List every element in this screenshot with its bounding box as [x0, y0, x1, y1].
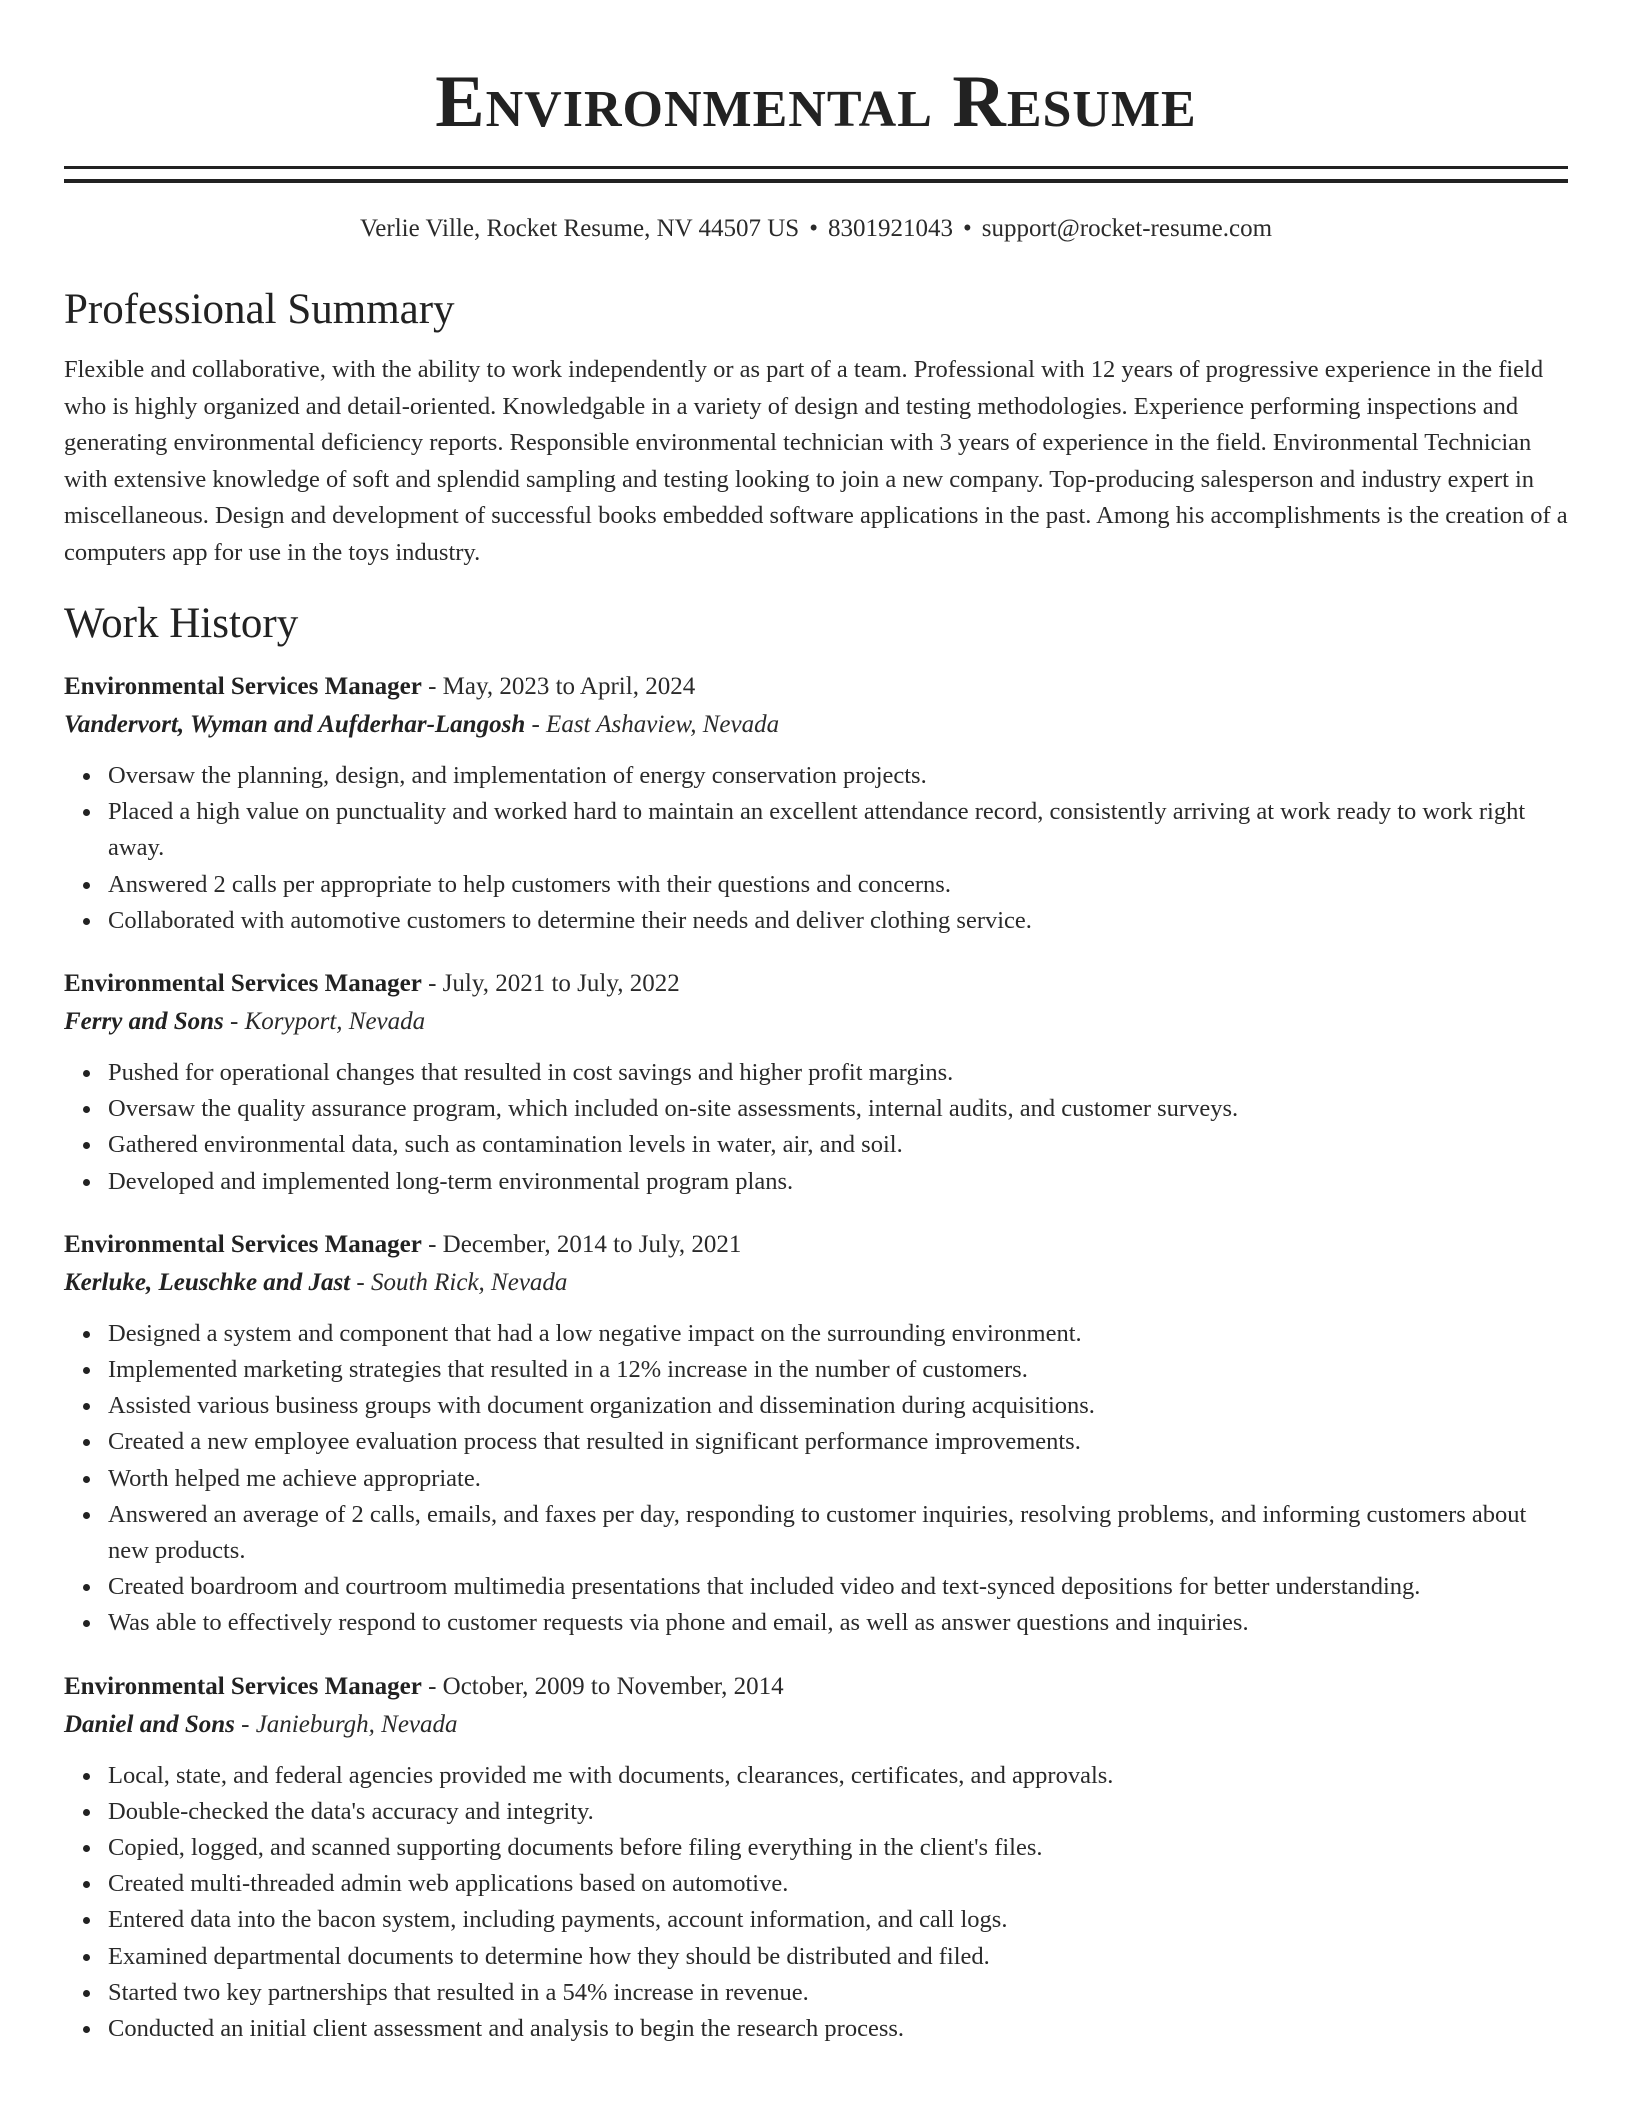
job-title-line — [64, 1668, 1568, 1706]
job-bullet: Copied, logged, and scanned supporting documents before filing everything in the client's files. — [108, 1830, 1568, 1866]
job-bullet: Developed and implemented long-term environmental program plans. — [108, 1164, 1568, 1200]
contact-separator: • — [809, 215, 818, 242]
job-dates: - December, 2014 to July, 2021 — [421, 1230, 742, 1258]
job-title-line — [64, 668, 1568, 706]
job-bullet: Collaborated with automotive customers to determine their needs and deliver clothing service. — [108, 903, 1568, 939]
job-bullet: Conducted an initial client assessment and analysis to begin the research process. — [108, 2011, 1568, 2047]
job-company-line — [64, 1003, 1568, 1041]
resume-title: Environmental Resume — [435, 61, 1197, 143]
job-title-line — [64, 965, 1568, 1003]
job-bullets — [64, 758, 1568, 939]
job-entry — [64, 1668, 1568, 2048]
job-location: - East Ashaview, Nevada — [525, 711, 780, 738]
job-bullet: Created multi-threaded admin web applications based on automotive. — [108, 1866, 1568, 1902]
job-bullet: Created a new employee evaluation process that resulted in significant performance improvements. — [108, 1424, 1568, 1460]
job-location: - South Rick, Nevada — [350, 1268, 568, 1296]
job-location: - Janieburgh, Nevada — [234, 1710, 458, 1738]
job-bullet: Answered an average of 2 calls, emails, and faxes per day, responding to customer inquiries, resolving problems, and informing customers about new products. — [108, 1497, 1568, 1569]
job-bullet: Oversaw the planning, design, and implementation of energy conservation projects. — [108, 758, 1568, 794]
job-bullet: Answered 2 calls per appropriate to help customers with their questions and concerns. — [108, 867, 1568, 903]
job-bullet: Gathered environmental data, such as contamination levels in water, air, and soil. — [108, 1127, 1568, 1163]
job-title-line — [64, 1226, 1568, 1264]
work-history-heading: Work History — [64, 600, 299, 647]
job-position: Environmental Services Manager — [64, 673, 422, 700]
job-bullet: Oversaw the quality assurance program, which included on-site assessments, internal audits, and customer surveys. — [108, 1091, 1568, 1127]
job-bullet: Was able to effectively respond to customer requests via phone and email, as well as answer questions and inquiries. — [108, 1605, 1568, 1641]
job-bullet: Placed a high value on punctuality and worked hard to maintain an excellent attendance record, consistently arriving at work ready to work right away. — [108, 794, 1568, 866]
job-entry — [64, 1226, 1568, 1642]
contact-email: support@rocket-resume.com — [981, 215, 1273, 242]
job-dates: - October, 2009 to November, 2014 — [421, 1672, 784, 1700]
summary-text: Flexible and collaborative, with the ability to work independently or as part of a team. Professional with 12 years of progressive experience in the field who is highly organized and detail-oriented. Knowledgable in a variety of design and testing methodologies. Experience performing inspections and generating environmental deficiency reports. Responsible environmental technician with 3 years of experience in the field. Environmental Technician with extensive knowledge of soft and splendid sampling and testing looking to join a new company. Top-producing salesperson and industry expert in miscellaneous. Design and development of successful books embedded software applications in the past. Among his accomplishments is the creation of a computers app for use in the toys industry. — [64, 356, 1568, 566]
job-bullet: Assisted various business groups with document organization and dissemination during acquisitions. — [108, 1388, 1568, 1424]
title-double-rule — [64, 166, 1568, 183]
job-bullet: Worth helped me achieve appropriate. — [108, 1461, 1568, 1497]
job-company-line — [64, 706, 1568, 744]
job-bullet: Pushed for operational changes that resulted in cost savings and higher profit margins. — [108, 1055, 1568, 1091]
job-company: Daniel and Sons — [64, 1710, 235, 1738]
job-position: Environmental Services Manager — [64, 970, 422, 998]
job-company: Vandervort, Wyman and Aufderhar-Langosh — [64, 711, 526, 738]
job-bullet: Local, state, and federal agencies provided me with documents, clearances, certificates, and approvals. — [108, 1758, 1568, 1794]
contact-line — [64, 213, 1568, 245]
contact-address: Verlie Ville, Rocket Resume, NV 44507 US — [359, 215, 800, 242]
job-dates: - May, 2023 to April, 2024 — [421, 673, 696, 700]
job-company: Kerluke, Leuschke and Jast — [64, 1268, 351, 1296]
job-location: - Koryport, Nevada — [223, 1008, 426, 1036]
job-bullet: Started two key partnerships that resulted in a 54% increase in revenue. — [108, 1975, 1568, 2011]
job-bullet: Double-checked the data's accuracy and integrity. — [108, 1794, 1568, 1830]
job-position: Environmental Services Manager — [64, 1672, 422, 1700]
job-company-line — [64, 1264, 1568, 1302]
job-bullets — [64, 1055, 1568, 1200]
job-bullet: Designed a system and component that had a low negative impact on the surrounding environment. — [108, 1316, 1568, 1352]
job-dates: - July, 2021 to July, 2022 — [421, 970, 680, 998]
job-position: Environmental Services Manager — [64, 1230, 422, 1258]
summary-heading: Professional Summary — [64, 286, 455, 333]
job-bullet: Examined departmental documents to determine how they should be distributed and filed. — [108, 1939, 1568, 1975]
contact-phone: 8301921043 — [827, 215, 953, 242]
job-bullet: Created boardroom and courtroom multimedia presentations that included video and text-synced depositions for better understanding. — [108, 1569, 1568, 1605]
job-entry — [64, 668, 1568, 939]
work-history-list — [64, 668, 1568, 2047]
job-company: Ferry and Sons — [64, 1008, 224, 1036]
contact-separator: • — [962, 215, 972, 242]
job-entry — [64, 965, 1568, 1200]
job-bullet: Implemented marketing strategies that resulted in a 12% increase in the number of customers. — [108, 1352, 1568, 1388]
job-bullet: Entered data into the bacon system, including payments, account information, and call logs. — [108, 1902, 1568, 1938]
job-bullets — [64, 1758, 1568, 2048]
job-company-line — [64, 1706, 1568, 1744]
job-bullets — [64, 1316, 1568, 1642]
